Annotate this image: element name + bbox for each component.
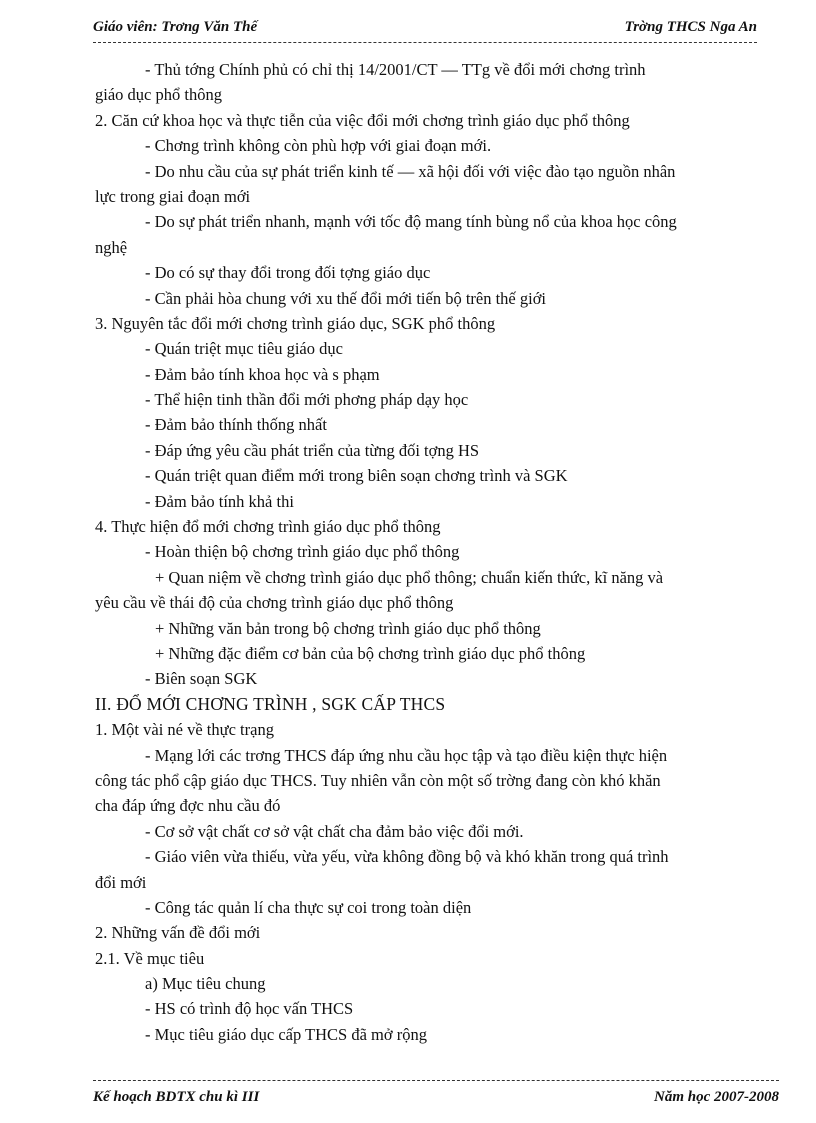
page-header: [93, 16, 757, 43]
text-line: 2. Căn cứ khoa học và thực tiễn của việc đổi mới chơng trình giáo dục phổ thông: [95, 110, 630, 130]
footer-plan: Kế hoạch BDTX chu kì III: [93, 1089, 260, 1105]
text-line: - Mạng lới các trơng THCS đáp ứng nhu cầu học tập và tạo điều kiện thực hiện: [145, 745, 668, 765]
text-line: - Biên soạn SGK: [145, 669, 258, 689]
text-line: - Cơ sở vật chất cơ sở vật chất cha đảm bảo việc đổi mới.: [145, 821, 524, 841]
header-school: Trờng THCS Nga An: [624, 19, 757, 35]
text-line: - Công tác quản lí cha thực sự coi trong toàn diện: [145, 897, 472, 917]
text-line: - Quán triệt quan điểm mới trong biên soạn chơng trình và SGK: [145, 466, 568, 486]
text-line: + Những đặc điểm cơ bản của bộ chơng trình giáo dục phổ thông: [155, 643, 586, 663]
text-line: - Đảm bảo tính khoa học và s phạm: [145, 364, 380, 384]
text-line: lực trong giai đoạn mới: [95, 186, 251, 206]
text-line: - HS có trình độ học vấn THCS: [145, 999, 354, 1019]
text-line: - Quán triệt mục tiêu giáo dục: [145, 339, 343, 359]
text-line: công tác phổ cập giáo dục THCS. Tuy nhiên vẫn còn một số trờng đang còn khó khăn: [95, 770, 661, 790]
text-line: - Mục tiêu giáo dục cấp THCS đã mở rộng: [145, 1024, 427, 1044]
text-line: - Đáp ứng yêu cầu phát triển của từng đối tợng HS: [145, 440, 480, 460]
document-body: [95, 57, 763, 1047]
text-line: - Thể hiện tinh thần đổi mới phơng pháp dạy học: [145, 390, 469, 410]
text-line: - Hoàn thiện bộ chơng trình giáo dục phổ thông: [145, 542, 460, 562]
text-line: nghệ: [95, 237, 128, 257]
text-line: cha đáp ứng đợc nhu cầu đó: [95, 796, 281, 816]
text-line: + Những văn bản trong bộ chơng trình giáo dục phổ thông: [155, 618, 541, 638]
text-line: 4. Thực hiện đổ mới chơng trình giáo dục phổ thông: [95, 517, 441, 537]
text-line: - Giáo viên vừa thiếu, vừa yếu, vừa không đồng bộ và khó khăn trong quá trình: [145, 847, 669, 867]
page-footer: [93, 1080, 779, 1121]
text-line: - Do có sự thay đổi trong đối tợng giáo dục: [145, 263, 431, 283]
footer-year: Năm học 2007-2008: [654, 1089, 779, 1105]
text-line: - Thủ tớng Chính phủ có chỉ thị 14/2001/CT — TTg về đổi mới chơng trình: [145, 60, 646, 79]
text-line: - Cần phải hòa chung với xu thế đổi mới tiến bộ trên thế giới: [145, 288, 547, 308]
text-line: - Do nhu cầu của sự phát triển kinh tế — xã hội đối với việc đào tạo nguồn nhân: [145, 161, 676, 181]
text-line: 2.1. Về mục tiêu: [95, 948, 205, 968]
text-line: đổi mới: [95, 872, 147, 892]
text-line: a) Mục tiêu chung: [145, 974, 266, 994]
text-line: + Quan niệm về chơng trình giáo dục phổ thông; chuẩn kiến thức, kĩ năng và: [155, 567, 664, 587]
text-line: yêu cầu về thái độ của chơng trình giáo dục phổ thông: [95, 593, 454, 613]
text-line: 3. Nguyên tắc đổi mới chơng trình giáo dục, SGK phổ thông: [95, 313, 496, 333]
section-heading: II. ĐỔ MỚI CHƠNG TRÌNH , SGK CẤP THCS: [95, 693, 446, 714]
text-line: - Đảm bảo tính khả thi: [145, 491, 294, 511]
text-line: - Do sự phát triển nhanh, mạnh với tốc độ mang tính bùng nổ của khoa học công: [145, 212, 677, 232]
text-line: giáo dục phổ thông: [95, 85, 222, 105]
header-teacher: Giáo viên: Trơng Văn Thế: [93, 19, 258, 35]
text-line: - Chơng trình không còn phù hợp với giai đoạn mới.: [145, 136, 492, 156]
text-line: - Đảm bảo thính thống nhất: [145, 415, 327, 435]
text-line: 2. Những vấn đề đổi mới: [95, 923, 261, 943]
text-line: 1. Một vài né về thực trạng: [95, 720, 274, 740]
